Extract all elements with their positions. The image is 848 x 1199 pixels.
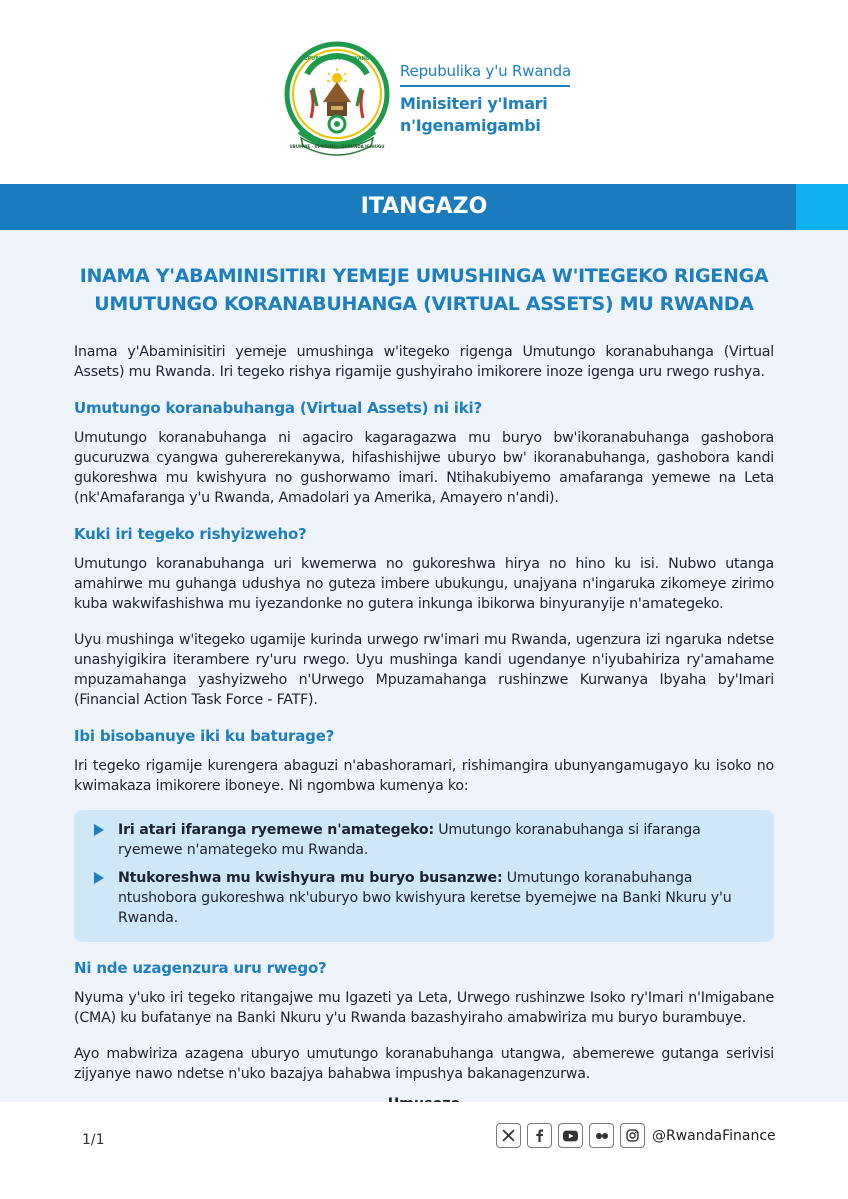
headline [74, 262, 774, 318]
regulator-paragraph-2: Ayo mabwiriza azagena uburyo umutungo koranabuhanga utangwa, abemerewe gutanga serivisi zijyanye nawo ndetse n'uko bazajya bahabwa impushya bakanagenzurwa. [74, 1046, 774, 1082]
page-number: 1/1 [82, 1132, 105, 1148]
announcement-content [74, 262, 774, 1112]
purpose-paragraph-2: Uyu mushinga w'itegeko ugamije kurinda urwego rw'imari mu Rwanda, ugenzura izi ngaruka ndetse unashyigikira iterambere ry'uru rwego. Uyu mushinga kandi ugendanye n'iyubahiriza ry'amahame mpuzamahanga yashyizweho n'Urwego Mpuzamahanga rushinzwe Kurwanya Ibyaha by'Imari (Financial Action Task Force - FATF). [74, 632, 774, 708]
rwanda-coat-of-arms-icon [283, 40, 391, 158]
header [0, 0, 848, 184]
callout-item [92, 820, 750, 860]
ministry-name-block [400, 62, 571, 137]
instagram-icon[interactable] [620, 1123, 645, 1148]
triangle-bullet-icon [94, 824, 104, 836]
republic-name: Repubulika y'u Rwanda [400, 62, 571, 80]
purpose-paragraph-1: Umutungo koranabuhanga uri kwemerwa no gukoreshwa hirya no hino ku isi. Nubwo utanga amahirwe mu guhanga udushya no guteza imbere ubukungu, unajyana n'ingaruka zikomeye zirimo kuba wakwifashishwa mu iyezandonke no gutera inkunga ibikorwa binyuranyije n'amategeko. [74, 556, 774, 612]
regulator-paragraph-1: Nyuma y'uko iri tegeko ritangajwe mu Igazeti ya Leta, Urwego rushinzwe Isoko ry'Imari n'Imigabane (CMA) ku bufatanye na Banki Nkuru y'u Rwanda bazashyiraho amabwiriza mu buryo burambuye. [74, 990, 774, 1026]
public-impact-paragraph: Iri tegeko rigamije kurengera abaguzi n'abashoramari, rishimangira ubunyangamugayo ku isoko no kwimakaza imikorere iboneye. Ni ngombwa kumenya ko: [74, 758, 774, 794]
section-heading-purpose: Kuki iri tegeko rishyizweho? [74, 525, 307, 543]
emblem-top-text: REPUBULIKA Y'U RWANDA [300, 56, 374, 62]
callout-item-text: Umutungo koranabuhanga ntushobora gukoreshwa nk'uburyo bwo kwishyura keretse byemejwe na Banki Nkuru y'u Rwanda. [118, 870, 732, 926]
definition-paragraph: Umutungo koranabuhanga ni agaciro kagaragazwa mu buryo bw'ikoranabuhanga gashobora gucuruzwa cyangwa guhererekanywa, hifashishijwe uburyo bw' ikoranabuhanga, gashobora kandi gukoreshwa mu kwishyura no gushorwamo imari. Ntihakubiyemo amafaranga yemewe na Leta (nk'Amafaranga y'u Rwanda, Amadolari ya Amerika, Amayero n'andi). [74, 430, 774, 506]
section-heading-public-impact: Ibi bisobanuye iki ku baturage? [74, 727, 335, 745]
ministry-name-line2: n'Igenamigambi [400, 116, 541, 135]
facebook-icon[interactable] [527, 1123, 552, 1148]
callout-item [92, 868, 750, 928]
callout-item-title: Ntukoreshwa mu kwishyura mu buryo busanzwe: [118, 870, 503, 886]
intro-paragraph: Inama y'Abaminisitiri yemeje umushinga w'itegeko rigenga Umutungo koranabuhanga (Virtual Assets) mu Rwanda. Iri tegeko rishya rigamije gushyiraho imikorere inoze igenga uru rwego rushya. [74, 344, 774, 380]
ministry-name-line1: Minisiteri y'Imari [400, 94, 548, 113]
social-links [496, 1123, 645, 1148]
emblem-motto: UBUMWE · UMURIMO · GUKUNDA IGIHUGU [289, 144, 385, 149]
headline-line2: UMUTUNGO KORANABUHANGA (VIRTUAL ASSETS) MU RWANDA [94, 293, 754, 315]
social-handle[interactable]: @RwandaFinance [652, 1128, 776, 1144]
callout-item-title: Iri atari ifaranga ryemewe n'amategeko: [118, 822, 434, 838]
key-points-callout [74, 810, 774, 942]
callout-item-text: Umutungo koranabuhanga si ifaranga ryemewe n'amategeko mu Rwanda. [118, 822, 701, 858]
section-heading-regulator: Ni nde uzagenzura uru rwego? [74, 959, 327, 977]
triangle-bullet-icon [94, 872, 104, 884]
flickr-icon[interactable] [589, 1123, 614, 1148]
headline-line1: INAMA Y'ABAMINISITIRI YEMEJE UMUSHINGA W'ITEGEKO RIGENGA [79, 265, 769, 287]
section-heading-definition: Umutungo koranabuhanga (Virtual Assets) ni iki? [74, 399, 482, 417]
ministry-divider [400, 85, 570, 87]
banner-title: ITANGAZO [360, 194, 488, 219]
footer [0, 1102, 848, 1199]
x-icon[interactable] [496, 1123, 521, 1148]
youtube-icon[interactable] [558, 1123, 583, 1148]
announcement-banner [0, 184, 848, 230]
